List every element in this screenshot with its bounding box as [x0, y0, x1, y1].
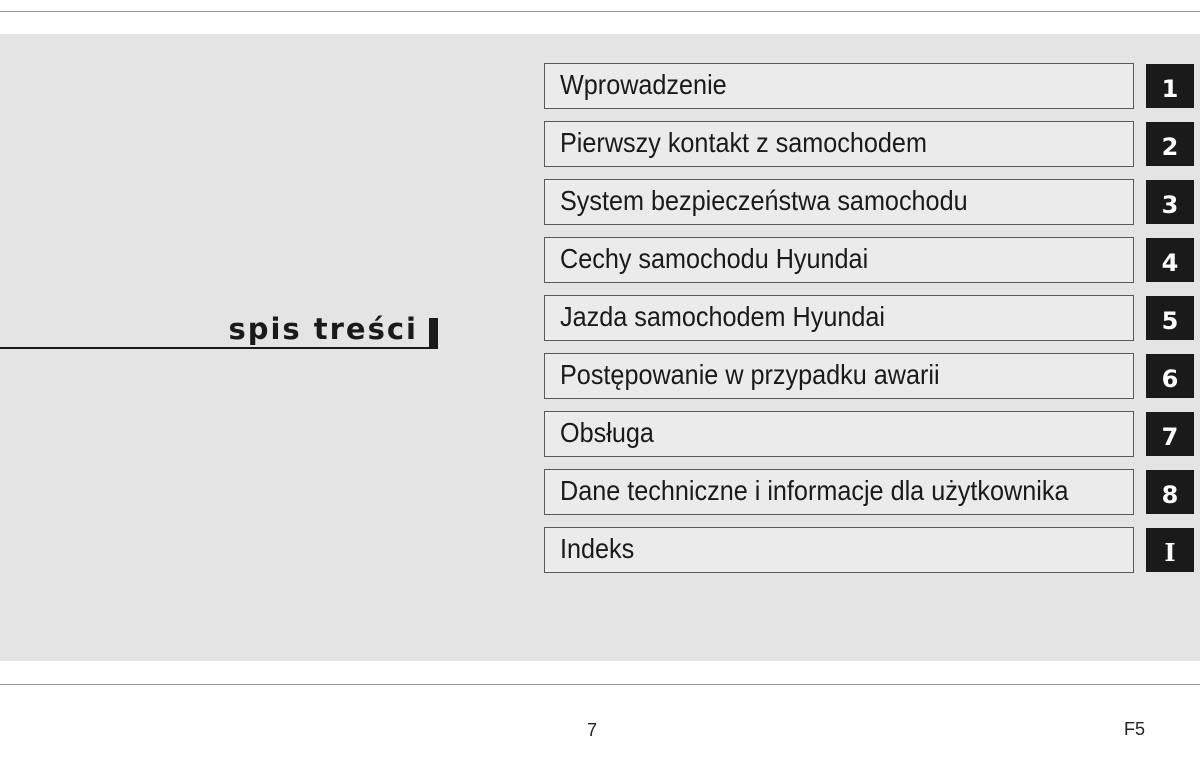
toc-item-label: Obsługa — [560, 417, 654, 448]
toc-item-postepowanie-awarii[interactable] — [544, 353, 1200, 399]
chapter-number-tab[interactable]: 2 — [1146, 122, 1194, 166]
toc-item-obsluga[interactable] — [544, 411, 1200, 457]
chapter-number-tab[interactable]: 6 — [1146, 354, 1194, 398]
title-marker-bar — [429, 318, 438, 348]
toc-item-box — [544, 295, 1134, 341]
chapter-number-tab[interactable]: 8 — [1146, 470, 1194, 514]
toc-item-label: Jazda samochodem Hyundai — [560, 301, 885, 332]
toc-item-box — [544, 237, 1134, 283]
toc-item-jazda-samochodem[interactable] — [544, 295, 1200, 341]
toc-item-label: Indeks — [560, 533, 635, 564]
chapter-number-tab[interactable]: 4 — [1146, 238, 1194, 282]
page-title: spis treści — [228, 312, 418, 346]
toc-item-box — [544, 353, 1134, 399]
toc-item-label: Dane techniczne i informacje dla użytkownika — [560, 475, 1069, 506]
toc-item-label: Pierwszy kontakt z samochodem — [560, 127, 927, 158]
toc-item-label: Cechy samochodu Hyundai — [560, 243, 869, 274]
toc-item-wprowadzenie[interactable] — [544, 63, 1200, 109]
toc-item-cechy-samochodu[interactable] — [544, 237, 1200, 283]
toc-item-system-bezpieczenstwa[interactable] — [544, 179, 1200, 225]
bottom-rule — [0, 684, 1200, 685]
page-number: 7 — [587, 720, 598, 740]
toc-item-pierwszy-kontakt[interactable] — [544, 121, 1200, 167]
toc-item-label: Postępowanie w przypadku awarii — [560, 359, 940, 390]
chapter-number-tab[interactable]: 7 — [1146, 412, 1194, 456]
section-title-block — [0, 310, 440, 348]
toc-item-box — [544, 469, 1134, 515]
chapter-number-tab[interactable]: 5 — [1146, 296, 1194, 340]
toc-item-box — [544, 411, 1134, 457]
top-rule — [0, 11, 1200, 12]
toc-item-indeks[interactable] — [544, 527, 1200, 573]
toc-item-box — [544, 179, 1134, 225]
page-code: F5 — [1124, 719, 1146, 739]
toc-item-label: System bezpieczeństwa samochodu — [560, 185, 968, 216]
toc-item-label: Wprowadzenie — [560, 69, 727, 100]
title-underline — [0, 347, 438, 349]
chapter-number-tab[interactable]: 3 — [1146, 180, 1194, 224]
toc-item-dane-techniczne[interactable] — [544, 469, 1200, 515]
chapter-number-tab[interactable]: 1 — [1146, 64, 1194, 108]
toc-item-box — [544, 121, 1134, 167]
toc-item-box — [544, 527, 1134, 573]
chapter-number-tab[interactable]: I — [1146, 528, 1194, 572]
toc-item-box — [544, 63, 1134, 109]
